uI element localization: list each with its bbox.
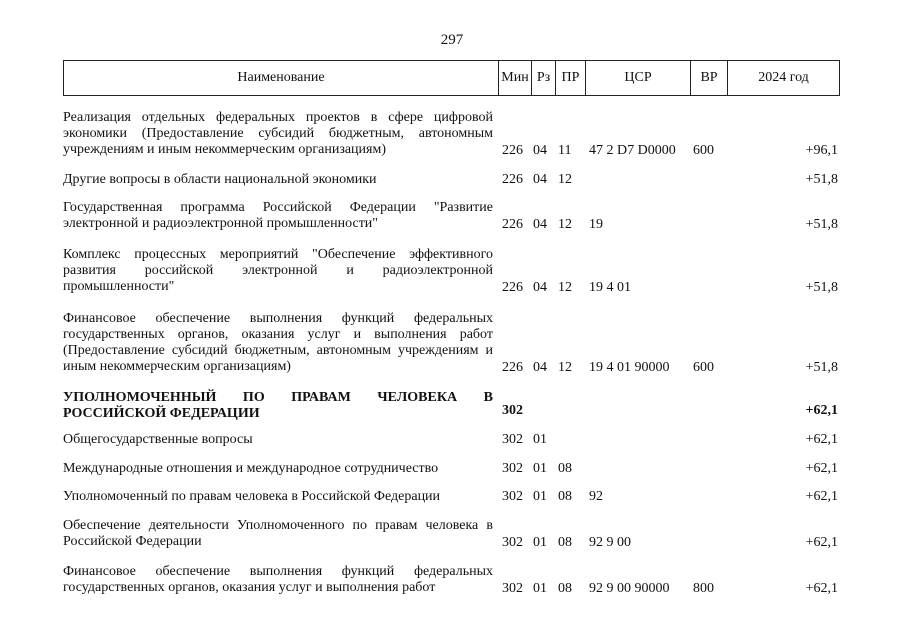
row-name: Комплекс процессных мероприятий "Обеспечение эффективного развития российской электронной и радиоэлектронной промышленности" (63, 247, 493, 294)
row-min: 302 (502, 432, 523, 447)
row-csr: 19 (589, 217, 603, 232)
header-year: 2024 год (758, 70, 809, 85)
row-rz: 01 (533, 535, 547, 550)
row-csr: 47 2 D7 D0000 (589, 143, 676, 158)
row-min: 226 (502, 360, 523, 375)
row-rz: 04 (533, 217, 547, 232)
page-number: 297 (440, 32, 464, 48)
row-name: Государственная программа Российской Федерации "Развитие электронной и радиоэлектронной промышленности" (63, 200, 493, 231)
row-amount: +62,1 (805, 489, 838, 504)
row-amount: +51,8 (805, 280, 838, 295)
table-row (63, 172, 840, 190)
row-pr: 12 (558, 280, 572, 295)
row-amount: +96,1 (805, 143, 838, 158)
header-name: Наименование (64, 61, 499, 95)
header-rz: Рз (532, 61, 556, 95)
row-min: 302 (502, 461, 523, 476)
row-name: Общегосударственные вопросы (63, 432, 253, 447)
row-pr: 12 (558, 217, 572, 232)
row-name: Другие вопросы в области национальной экономики (63, 172, 377, 187)
row-pr: 08 (558, 581, 572, 596)
row-pr: 12 (558, 360, 572, 375)
row-rz: 01 (533, 432, 547, 447)
header-min: Мин (499, 61, 532, 95)
row-amount: +62,1 (805, 461, 838, 476)
row-csr: 19 4 01 (589, 280, 631, 295)
table-row (63, 461, 840, 479)
table-row (63, 489, 840, 507)
row-pr: 11 (558, 143, 572, 158)
row-csr: 92 (589, 489, 603, 504)
row-min: 302 (502, 581, 523, 596)
header-csr: ЦСР (586, 61, 691, 95)
row-min: 302 (502, 489, 523, 504)
row-pr: 08 (558, 535, 572, 550)
row-name: Уполномоченный по правам человека в Российской Федерации (63, 489, 441, 504)
row-csr: 92 9 00 90000 (589, 581, 670, 596)
table-row (63, 247, 840, 297)
row-name: УПОЛНОМОЧЕННЫЙ ПО ПРАВАМ ЧЕЛОВЕКА В РОССИЙСКОЙ ФЕДЕРАЦИИ (63, 390, 493, 421)
row-amount: +62,1 (805, 535, 838, 550)
row-name: Международные отношения и международное сотрудничество (63, 461, 439, 476)
header-pr: ПР (556, 61, 586, 95)
row-vr: 600 (693, 360, 714, 375)
row-pr: 08 (558, 461, 572, 476)
row-rz: 01 (533, 581, 547, 596)
row-name: Обеспечение деятельности Уполномоченного по правам человека в Российской Федерации (63, 518, 493, 549)
table-row (63, 390, 840, 424)
row-min: 226 (502, 172, 523, 187)
row-min: 226 (502, 143, 523, 158)
row-name: Реализация отдельных федеральных проектов в сфере цифровой экономики (Предоставление субсидий бюджетным, автономным учреждениям и иным некоммерческим организациям) (63, 110, 493, 157)
table-row (63, 432, 840, 450)
row-vr: 600 (693, 143, 714, 158)
row-amount: +62,1 (805, 403, 838, 418)
table-row (63, 200, 840, 234)
row-amount: +51,8 (805, 360, 838, 375)
row-name: Финансовое обеспечение выполнения функций федеральных государственных органов, оказания услуг и выполнения работ (63, 564, 493, 595)
table-header (63, 60, 840, 96)
row-amount: +51,8 (805, 172, 838, 187)
row-csr: 19 4 01 90000 (589, 360, 670, 375)
row-min: 226 (502, 217, 523, 232)
row-rz: 01 (533, 489, 547, 504)
row-min: 302 (502, 403, 523, 418)
row-rz: 04 (533, 172, 547, 187)
row-name: Финансовое обеспечение выполнения функций федеральных государственных органов, оказания услуг и выполнения работ (Предоставление субсидий бюджетным, автономным учреждениям и иным некоммерческим организациям) (63, 311, 493, 374)
row-vr: 800 (693, 581, 714, 596)
row-min: 302 (502, 535, 523, 550)
row-amount: +62,1 (805, 581, 838, 596)
row-amount: +62,1 (805, 432, 838, 447)
row-rz: 01 (533, 461, 547, 476)
table-row (63, 518, 840, 552)
row-amount: +51,8 (805, 217, 838, 232)
header-vr: ВР (691, 61, 728, 95)
row-pr: 12 (558, 172, 572, 187)
table-row (63, 311, 840, 377)
table-row (63, 564, 840, 598)
row-pr: 08 (558, 489, 572, 504)
row-rz: 04 (533, 280, 547, 295)
row-rz: 04 (533, 360, 547, 375)
row-min: 226 (502, 280, 523, 295)
table-row (63, 110, 840, 160)
row-csr: 92 9 00 (589, 535, 631, 550)
row-rz: 04 (533, 143, 547, 158)
